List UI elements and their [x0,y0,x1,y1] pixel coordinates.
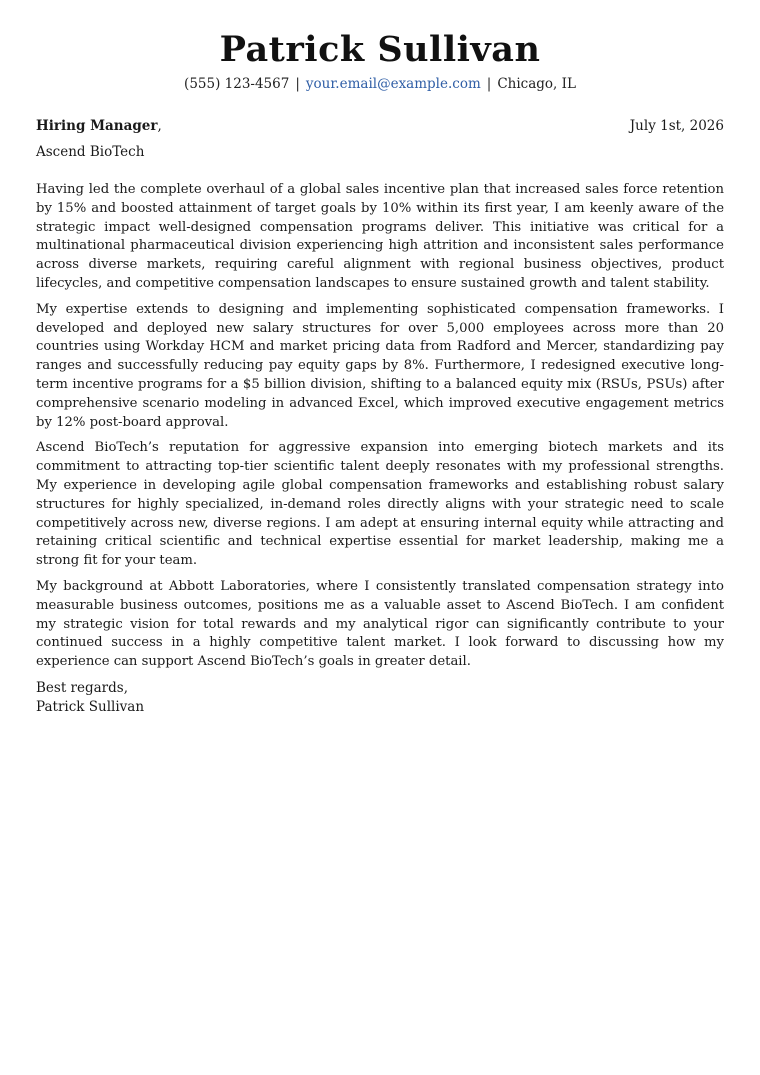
body-paragraph: Having led the complete overhaul of a global sales incentive plan that increased sales force retention by 15% and boosted attainment of target goals by 10% within its first year, I am keenly aware of the strategic impact well-designed compensation programs deliver. This initiative was critical for a multinational pharmaceutical division experiencing high attrition and inconsistent sales performance across diverse markets, requiring careful alignment with regional business objectives, product lifecycles, and competitive compensation landscapes to ensure sustained growth and talent stability. [36,182,724,291]
contact-line [36,75,724,93]
phone-number: (555) 123-4567 [184,76,290,92]
letter-body [36,181,724,672]
email-link[interactable]: your.email@example.com [305,76,481,92]
closing-salutation: Best regards, [36,679,129,696]
contact-separator: | [486,76,492,92]
applicant-name: Patrick Sullivan [219,29,541,70]
body-paragraph: My background at Abbott Laboratories, where I consistently translated compensation strategy into measurable business outcomes, positions me as a valuable asset to Ascend BioTech. I am confident my strategic vision for total rewards and my analytical rigor can significantly contribute to your continued success in a highly competitive talent market. I look forward to discussing how my experience can support Ascend BioTech’s goals in greater detail. [36,578,724,670]
closing-block [36,679,724,717]
letter-date: July 1st, 2026 [629,118,724,134]
location: Chicago, IL [497,76,576,92]
body-paragraph: Ascend BioTech’s reputation for aggressive expansion into emerging biotech markets and its commitment to attracting top-tier scientific talent deeply resonates with my professional strengths. My experience in developing agile global compensation frameworks and establishing robust salary structures for highly specialized, in-demand roles directly aligns with your strategic need to scale competitively across new, diverse regions. I am adept at ensuring internal equity while attracting and retaining critical scientific and technical expertise essential for market leadership, making me a strong fit for your team. [36,440,724,569]
recipient-date-row [36,117,724,135]
body-paragraph: My expertise extends to designing and implementing sophisticated compensation frameworks. I developed and deployed new salary structures for over 5,000 employees across more than 20 countries using Workday HCM and market pricing data from Radford and Mercer, standardizing pay ranges and successfully reducing pay equity gaps by 8%. Furthermore, I redesigned executive long-term incentive programs for a $5 billion division, shifting to a balanced equity mix (RSUs, PSUs) after comprehensive scenario modeling in advanced Excel, which improved executive engagement metrics by 12% post-board approval. [36,301,724,430]
recipient-line [36,117,162,135]
cover-letter [36,0,724,717]
recipient-company: Ascend BioTech [36,144,145,160]
contact-separator: | [295,76,300,92]
recipient-name-suffix: , [157,118,162,134]
recipient-name: Hiring Manager [36,118,158,134]
signature-name: Patrick Sullivan [36,698,145,715]
